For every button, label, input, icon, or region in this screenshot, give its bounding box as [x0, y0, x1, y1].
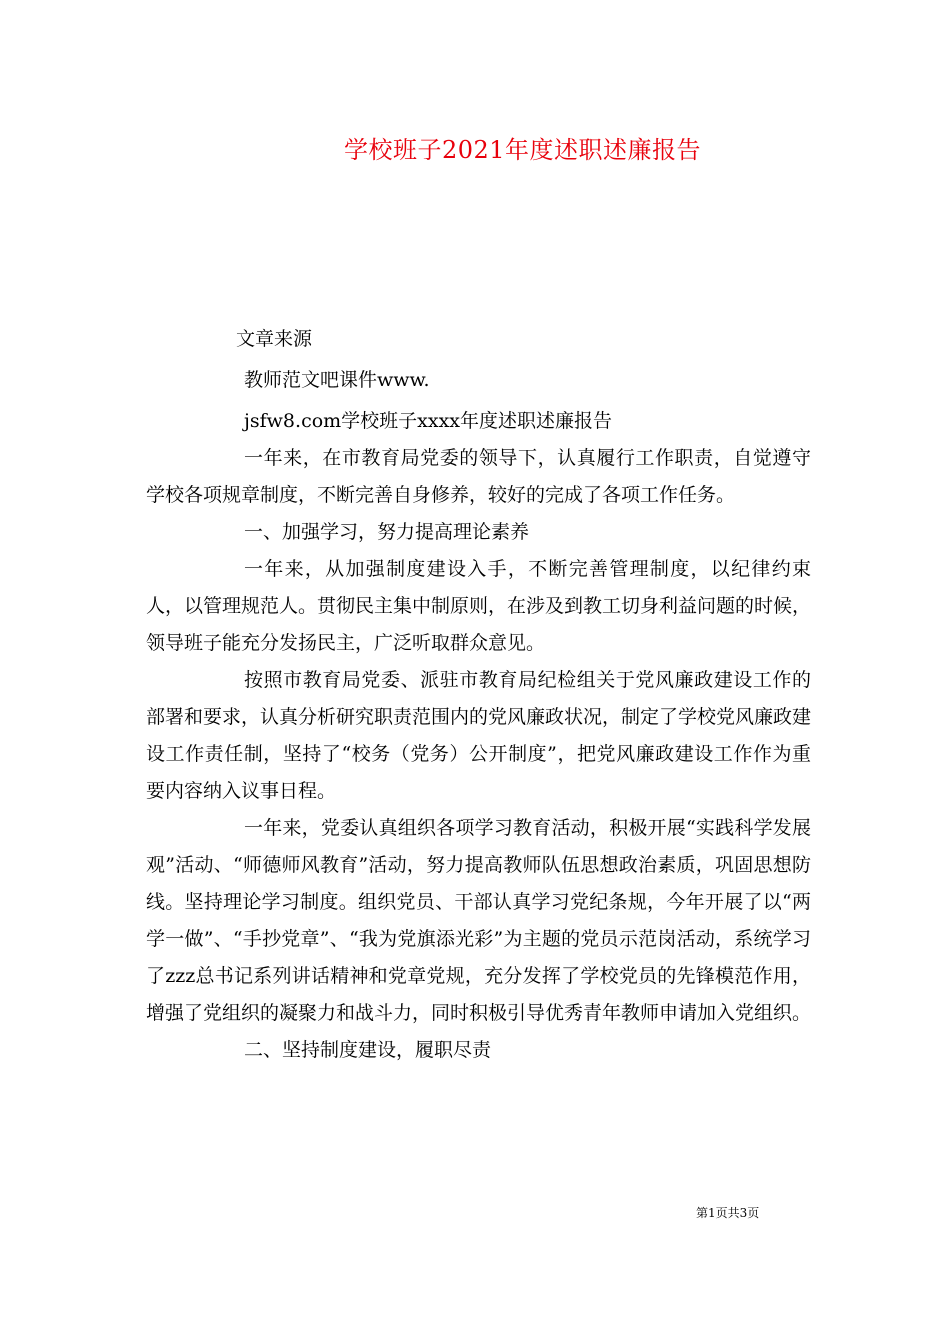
page-number: 第1页共3页	[696, 1206, 760, 1220]
paragraph-site-1: 教师范文吧课件www.	[244, 369, 430, 391]
paragraph-body: 按照市教育局党委、派驻市教育局纪检组关于党风廉政建设工作的部署和要求，认真分析研究职责范围内的党风廉政状况，制定了学校党风廉政建设工作责任制，坚持了“校务（党务）公开制度”，把党风廉政建设工作作为重要内容纳入议事日程。	[146, 669, 812, 802]
document-title: 学校班子2021年度述职述廉报告	[343, 136, 702, 164]
paragraph-site-2: jsfw8.com学校班子xxxx年度述职述廉报告	[244, 410, 613, 432]
paragraph-source: 文章来源	[236, 328, 313, 350]
paragraph-body: 一年来，从加强制度建设入手，不断完善管理制度，以纪律约束人，以管理规范人。贯彻民主集中制原则，在涉及到教工切身利益问题的时候，领导班子能充分发扬民主，广泛听取群众意见。	[146, 558, 812, 654]
paragraph-body: 一年来，党委认真组织各项学习教育活动，积极开展“实践科学发展观”活动、“师德师风教育”活动，努力提高教师队伍思想政治素质，巩固思想防线。坚持理论学习制度。组织党员、干部认真学习党纪条规，今年开展了以“两学一做”、“手抄党章”、“我为党旗添光彩”为主题的党员示范岗活动，系统学习了zzz总书记系列讲话精神和党章党规，充分发挥了学校党员的先锋模范作用，增强了党组织的凝聚力和战斗力，同时积极引导优秀青年教师申请加入党组织。	[146, 817, 812, 1024]
paragraph-intro: 一年来，在市教育局党委的领导下，认真履行工作职责，自觉遵守学校各项规章制度，不断完善自身修养，较好的完成了各项工作任务。	[146, 447, 811, 506]
section-heading-2: 二、坚持制度建设，履职尽责	[244, 1039, 492, 1061]
document-body	[146, 321, 811, 1069]
section-heading-1: 一、加强学习，努力提高理论素养	[244, 521, 530, 543]
